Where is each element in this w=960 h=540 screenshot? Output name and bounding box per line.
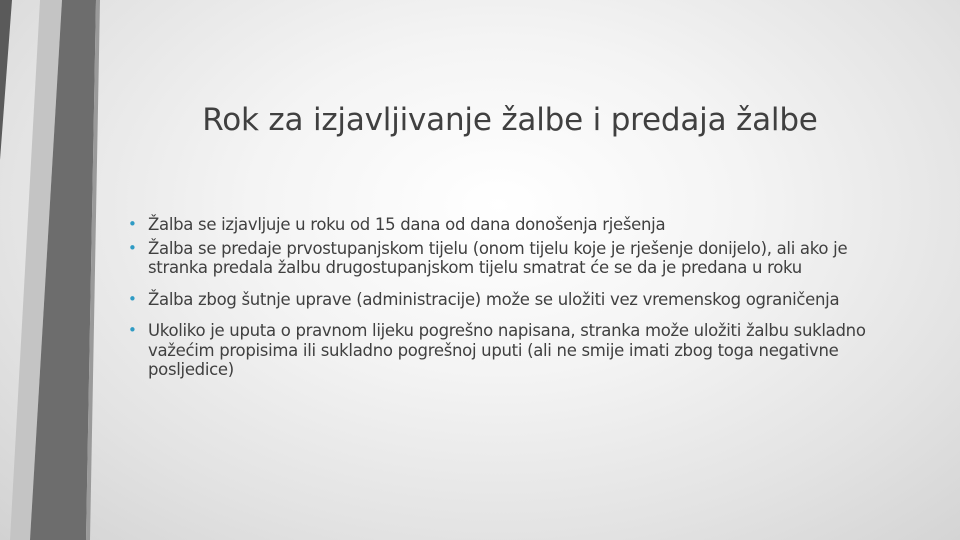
bullet-item [128,239,898,278]
bullet-text: Žalba se izjavljuje u roku od 15 dana od dana donošenja rješenja [148,215,666,234]
bullet-item [128,290,898,310]
bullet-dot-icon: • [128,238,137,257]
bullet-dot-icon: • [128,289,137,308]
bullet-text: Žalba zbog šutnje uprave (administracije) može se uložiti vez vremenskog ograničenja [148,289,840,309]
bullet-dot-icon: • [128,215,137,233]
bullet-text: Ukoliko je uputa o pravnom lijeku pogrešno napisana, stranka može uložiti žalbu sukladno važećim propisima ili sukladno pogrešnoj uputi (ali ne smije imati zbog toga negativne posljedice) [148,321,866,379]
bullet-item [128,215,898,235]
decorative-band-dark [0,0,12,160]
bullet-list [128,215,898,380]
bullet-text: Žalba se predaje prvostupanjskom tijelu (onom tijelu koje je rješenje donijelo), ali ako je stranka predala žalbu drugostupanjskom tijelu smatrat će se da je predana u roku [148,238,848,277]
bullet-item [128,321,898,380]
bullet-dot-icon: • [128,321,137,339]
slide-title: Rok za izjavljivanje žalbe i predaja žalbe [202,102,818,138]
